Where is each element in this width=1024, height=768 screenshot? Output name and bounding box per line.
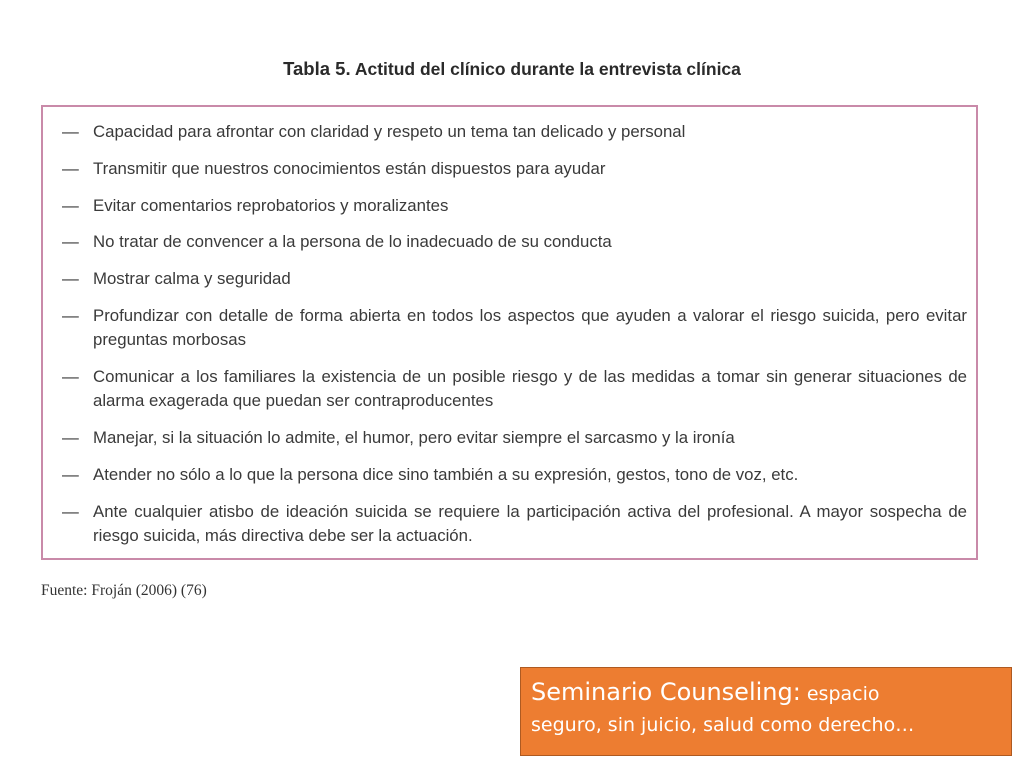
list-item — [62, 463, 967, 487]
callout-text-line1: espacio — [800, 683, 880, 705]
source-citation: Fuente: Froján (2006) (76) — [41, 582, 207, 599]
dash-bullet: — — [62, 465, 79, 484]
callout-title: Seminario Counseling: — [531, 678, 801, 706]
dash-bullet: — — [62, 269, 79, 288]
list-item-text: Ante cualquier atisbo de ideación suicida se requiere la participación activa del profesional. A mayor sospecha de riesgo suicida, más directiva debe ser la actuación. — [93, 502, 967, 545]
list-item-text: Mostrar calma y seguridad — [93, 269, 291, 288]
list-item — [62, 230, 967, 254]
list-item-text: Manejar, si la situación lo admite, el humor, pero evitar siempre el sarcasmo y la ironía — [93, 428, 735, 447]
table-caption: Actitud del clínico durante la entrevista clínica — [350, 59, 741, 79]
list-item-text: Evitar comentarios reprobatorios y moralizantes — [93, 196, 449, 215]
list-item-text: Profundizar con detalle de forma abierta en todos los aspectos que ayuden a valorar el riesgo suicida, pero evitar preguntas morbosas — [93, 306, 967, 349]
seminar-callout-box — [520, 667, 1012, 756]
dash-bullet: — — [62, 232, 79, 251]
list-item — [62, 157, 967, 181]
list-item-text: No tratar de convencer a la persona de lo inadecuado de su conducta — [93, 232, 612, 251]
list-item-text: Comunicar a los familiares la existencia de un posible riesgo y de las medidas a tomar sin generar situaciones de alarma exagerada que puedan ser contraproducentes — [93, 367, 967, 410]
dash-bullet: — — [62, 367, 79, 386]
dash-bullet: — — [62, 159, 79, 178]
table-title — [0, 58, 1024, 80]
list-item-text: Transmitir que nuestros conocimientos están dispuestos para ayudar — [93, 159, 606, 178]
list-item — [62, 120, 967, 144]
dash-bullet: — — [62, 122, 79, 141]
list-item — [62, 426, 967, 450]
dash-bullet: — — [62, 306, 79, 325]
list-item-text: Atender no sólo a lo que la persona dice sino también a su expresión, gestos, tono de voz, etc. — [93, 465, 799, 484]
list-item — [62, 304, 967, 352]
dash-bullet: — — [62, 502, 79, 521]
table-number: Tabla 5. — [283, 58, 351, 79]
callout-text-line2: seguro, sin juicio, salud como derecho… — [531, 714, 915, 736]
dash-bullet: — — [62, 428, 79, 447]
list-item — [62, 500, 967, 548]
list-item — [62, 365, 967, 413]
list-item-text: Capacidad para afrontar con claridad y respeto un tema tan delicado y personal — [93, 122, 686, 141]
list-item — [62, 267, 967, 291]
list-item — [62, 194, 967, 218]
dash-bullet: — — [62, 196, 79, 215]
